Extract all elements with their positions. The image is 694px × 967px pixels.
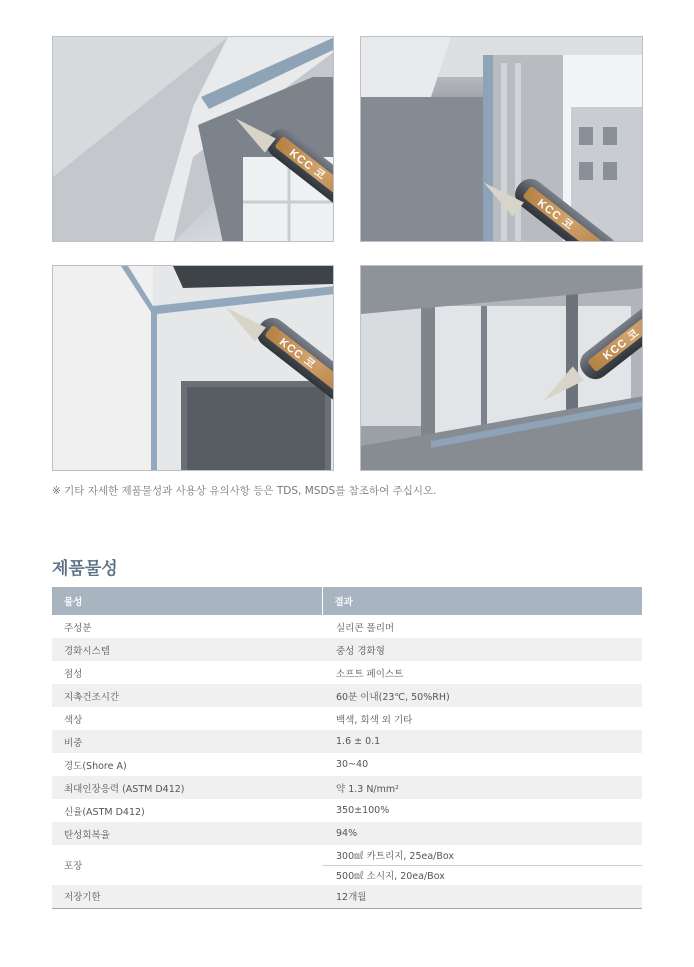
- result-cell: 중성 경화형: [322, 638, 642, 661]
- table-row: [52, 638, 642, 661]
- cartridge-label: KCC 코: [286, 147, 328, 183]
- application-photo-window-frame: [360, 36, 643, 242]
- property-cell: 포장: [64, 861, 83, 872]
- table-header-row: [52, 587, 642, 615]
- property-cell: 경도(Shore A): [64, 760, 127, 772]
- result-cell: 1.6 ± 0.1: [322, 730, 642, 753]
- result-cell: 소프트 페이스트: [336, 668, 404, 680]
- section-title: 제품물성: [52, 559, 118, 579]
- property-cell: 저장기한: [52, 885, 322, 908]
- table-row: [52, 684, 642, 707]
- result-cell: 12개월: [322, 885, 642, 908]
- table-row: [52, 885, 642, 908]
- reference-note: ※ 기타 자세한 제품물성과 사용상 유의사항 등은 TDS, MSDS를 참조하여 주십시오.: [52, 485, 437, 497]
- result-cell: 60분 이내(23℃, 50%RH): [322, 684, 642, 707]
- table-row: [52, 661, 642, 684]
- result-cell: 350±100%: [336, 805, 390, 816]
- window-frame-illustration: [361, 37, 643, 242]
- property-cell: 경화시스템: [52, 638, 322, 661]
- property-cell: 탄성회복율: [52, 822, 322, 845]
- table-row: [52, 615, 642, 638]
- property-cell: 최대인장응력 (ASTM D412): [52, 776, 322, 799]
- table-row-packaging: [52, 845, 642, 865]
- table-row: [52, 799, 642, 822]
- application-photo-ceiling-molding: [52, 36, 334, 242]
- property-cell: 비중: [52, 730, 322, 753]
- result-cell: 약 1.3 N/mm²: [322, 776, 642, 799]
- header-result: 결과: [322, 587, 642, 615]
- table-row: [52, 707, 642, 730]
- result-cell: 94%: [322, 822, 642, 845]
- table-row: [52, 776, 642, 799]
- cartridge-label: KCC 코: [276, 336, 318, 372]
- product-properties-table: [52, 587, 642, 909]
- header-property: 물성: [52, 587, 322, 615]
- result-cell: 500㎖ 소시지, 20ea/Box: [336, 871, 445, 883]
- result-cell: 실리콘 폴리머: [336, 622, 395, 634]
- result-cell: 300㎖ 카트리지, 25ea/Box: [322, 845, 642, 865]
- property-cell: 신율(ASTM D412): [64, 806, 145, 818]
- application-photo-glass-frame: [360, 265, 643, 471]
- cartridge-label: KCC 코: [601, 326, 643, 363]
- result-cell: 백색, 회색 외 기타: [336, 714, 413, 726]
- cartridge-label: KCC 코: [534, 197, 576, 233]
- property-cell: 색상: [64, 714, 83, 726]
- table-row: [52, 822, 642, 845]
- property-cell: 주성분: [64, 622, 92, 634]
- table-row: [52, 730, 642, 753]
- application-photo-interior-wall: [52, 265, 334, 471]
- result-cell: 30~40: [336, 759, 369, 770]
- interior-wall-illustration: [53, 266, 334, 471]
- property-cell: 점성: [64, 668, 83, 680]
- property-cell: 지촉건조시간: [52, 684, 322, 707]
- table-row: [52, 753, 642, 776]
